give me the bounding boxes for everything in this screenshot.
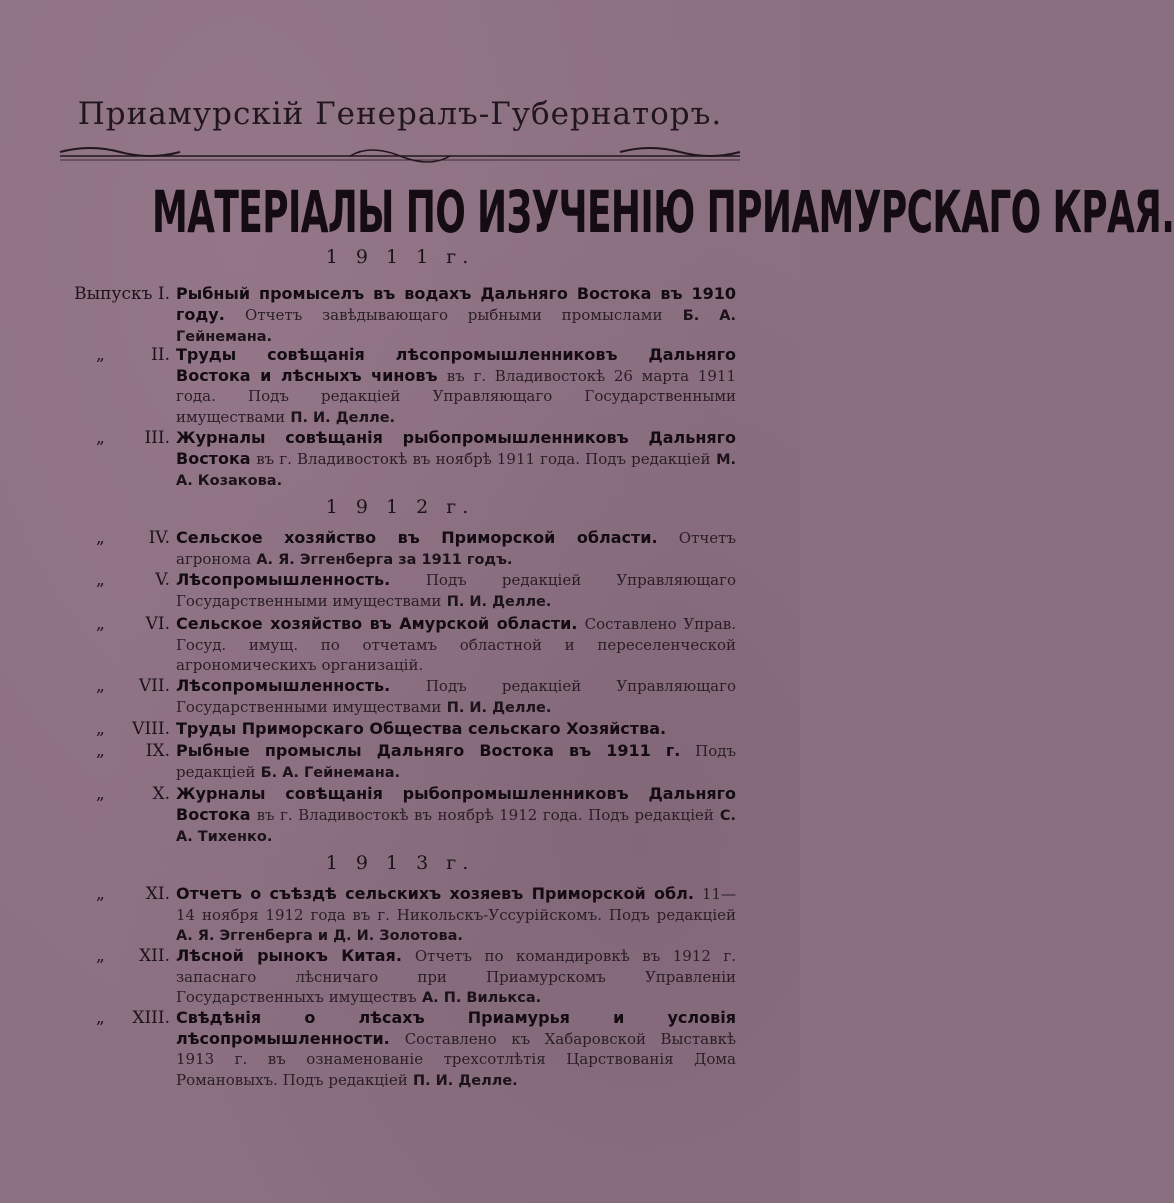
issue-description	[176, 946, 736, 1009]
publisher-header: Приамурскій Генералъ-Губернаторъ.	[77, 96, 723, 132]
ditto-mark: „	[96, 676, 105, 696]
issue-editor: П. И. Делле.	[446, 593, 552, 610]
issue-title: Свѣдѣнія о лѣсахъ Приамурья и условія лѣсопромышленности.	[176, 1008, 736, 1048]
issue-numeral: II.	[151, 345, 170, 365]
issue-numeral: III.	[144, 428, 170, 448]
issue-note: въ г. Владивостокѣ въ ноябрѣ 1911 года. Подъ редакціей	[256, 449, 711, 468]
issue-numeral: V.	[155, 570, 170, 590]
ditto-mark: „	[96, 614, 105, 634]
issue-title: Лѣсной рынокъ Китая.	[176, 946, 402, 965]
issue-note: Подъ редакціей	[176, 742, 737, 781]
issue-description	[176, 741, 736, 783]
issue-number	[58, 946, 170, 967]
issue-description	[176, 1008, 736, 1091]
issue-number	[58, 676, 170, 697]
issue-title: Сельское хозяйство въ Приморской области.	[176, 528, 658, 547]
issue-title: Лѣсопромышленность.	[176, 570, 391, 589]
issue-editor: П. И. Делле.	[446, 699, 552, 716]
main-title: МАТЕРІАЛЫ ПО ИЗУЧЕНІЮ ПРИАМУРСКАГО КРАЯ.	[152, 178, 1174, 246]
issue-editor: А. Я. Эггенберга за 1911 годъ.	[256, 551, 513, 568]
issue-title: Труды Приморскаго Общества сельскаго Хозяйства.	[176, 719, 667, 738]
issue-description	[176, 784, 736, 848]
issue-numeral: XIII.	[132, 1008, 170, 1028]
ditto-mark: „	[96, 345, 105, 365]
issue-note: 11—14 ноября 1912 года въ г. Никольскъ-Уссурійскомъ. Подъ редакціей	[176, 885, 736, 924]
issue-number	[58, 614, 170, 635]
issue-note: Отчетъ завѣдывающаго рыбными промыслами	[245, 305, 663, 324]
issue-editor: Б. А. Гейнемана.	[176, 307, 737, 345]
issue-editor: С. А. Тихенко.	[176, 807, 736, 845]
issue-editor: М. А. Козакова.	[176, 451, 736, 489]
issue-note: Отчетъ по командировкѣ въ 1912 г. запаснаго лѣсничаго при Приамурскомъ Управленіи Государственныхъ имуществъ	[176, 947, 736, 1006]
ditto-mark: „	[96, 741, 105, 761]
issue-number	[58, 719, 170, 740]
issue-title: Сельское хозяйство въ Амурской области.	[176, 614, 578, 633]
issue-number	[58, 345, 170, 366]
issue-note: Составлено Управ. Госуд. имущ. по отчетамъ областной и переселенческой агрономическихъ организацій.	[176, 615, 736, 674]
issue-note: Подъ редакціей Управляющаго Государственными имуществами	[176, 571, 737, 610]
issue-description	[176, 884, 736, 947]
issue-number	[58, 784, 170, 805]
ditto-mark: „	[96, 784, 105, 804]
issue-description	[176, 676, 736, 718]
ditto-mark: „	[96, 1008, 105, 1028]
issue-numeral: X.	[152, 784, 170, 804]
issue-title: Журналы совѣщанія рыбопромышленниковъ Дальняго Востока	[176, 428, 736, 468]
issue-title: Журналы совѣщанія рыбопромышленниковъ Дальняго Востока	[176, 784, 736, 824]
issue-numeral: VII.	[138, 676, 170, 696]
ornament-divider-icon	[50, 142, 750, 170]
issue-note: Составлено къ Хабаровской Выставкѣ 1913 г. въ ознаменованіе трехсотлѣтія Царствованія Дома Романовыхъ. Подъ редакціей	[176, 1029, 736, 1089]
year-heading-1913: 1 9 1 3 г.	[325, 852, 475, 874]
ditto-mark: „	[96, 946, 105, 966]
issue-editor: П. И. Делле.	[412, 1072, 518, 1089]
issue-description	[176, 570, 736, 612]
issue-note: въ г. Владивостокѣ въ ноябрѣ 1912 года. Подъ редакціей	[256, 805, 714, 824]
issue-note: Подъ редакціей Управляющаго Государственными имуществами	[176, 677, 737, 716]
issue-number	[58, 741, 170, 762]
issue-description	[176, 345, 736, 428]
issue-number	[58, 884, 170, 905]
issue-number: Выпускъ I.	[74, 284, 170, 304]
issue-note: Отчетъ агронома	[176, 529, 737, 568]
issue-numeral: XI.	[145, 884, 170, 904]
issue-number	[58, 528, 170, 549]
issue-note: въ г. Владивостокѣ 26 марта 1911 года. Подъ редакціей Управляющаго Государственными имуществами	[176, 366, 736, 426]
ditto-mark: „	[96, 884, 105, 904]
issue-title: Рыбные промыслы Дальняго Востока въ 1911 г.	[176, 741, 681, 760]
issue-description	[176, 428, 736, 492]
issue-title: Отчетъ о съѣздѣ сельскихъ хозяевъ Приморской обл.	[176, 884, 694, 903]
issue-editor: Б. А. Гейнемана.	[260, 764, 401, 781]
issue-title: Лѣсопромышленность.	[176, 676, 391, 695]
ditto-mark: „	[96, 570, 105, 590]
issue-numeral: IX.	[145, 741, 170, 761]
issue-number	[58, 570, 170, 591]
ditto-mark: „	[96, 528, 105, 548]
issue-number	[58, 428, 170, 449]
issue-description	[176, 284, 736, 348]
issue-description	[176, 528, 736, 570]
year-heading-1911: 1 9 1 1 г.	[325, 246, 475, 268]
ditto-mark: „	[96, 719, 105, 739]
issue-title: Труды совѣщанія лѣсопромышленниковъ Дальняго Востока и лѣсныхъ чиновъ	[176, 345, 736, 385]
year-heading-1912: 1 9 1 2 г.	[325, 496, 475, 518]
issue-editor: А. П. Вилькса.	[421, 990, 542, 1006]
issue-description	[176, 719, 736, 740]
issue-description	[176, 614, 736, 676]
issue-numeral: XII.	[139, 946, 170, 966]
ditto-mark: „	[96, 428, 105, 448]
issue-editor: А. Я. Эггенберга и Д. И. Золотова.	[176, 928, 463, 944]
issue-editor: П. И. Делле.	[290, 409, 396, 426]
issue-numeral: VI.	[145, 614, 170, 634]
issue-title: Рыбный промыселъ въ водахъ Дальняго Востока въ 1910 году.	[176, 284, 736, 324]
issue-numeral: IV.	[148, 528, 170, 548]
issue-numeral: VIII.	[132, 719, 170, 739]
issue-number	[58, 1008, 170, 1029]
